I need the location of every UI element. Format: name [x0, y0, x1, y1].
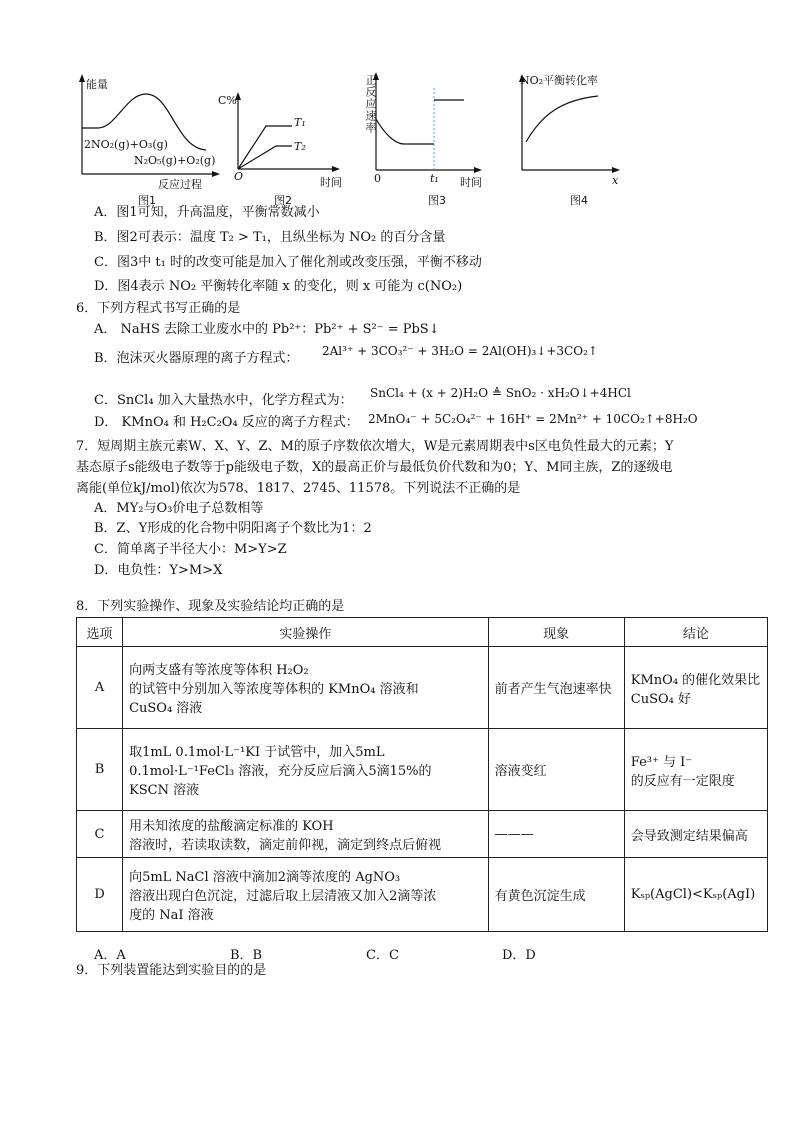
row-a-op-line1: 向两支盛有等浓度等体积 H₂O₂ [129, 663, 309, 678]
fig3-caption: 图3 [428, 194, 446, 207]
row-d-conclusion: Kₛₚ(AgCl)<Kₛₚ(AgI) [624, 858, 767, 932]
fig3-xlabel: 时间 [460, 176, 482, 189]
q7-stem-line1: 7．短周期主族元素W、X、Y、Z、M的原子序数依次增大，W是元素周期表中s区电负性最大的元素；Y [76, 439, 674, 454]
fig3-t1: t₁ [430, 172, 439, 185]
fig4-ylabel: NO₂平衡转化率 [520, 74, 599, 87]
q7-stem-line3: 离能(单位kJ/mol)依次为578、1817、2745、11578。下列说法不正确的是 [76, 481, 521, 496]
row-a-operation [123, 647, 489, 729]
header-operation: 实验操作 [123, 618, 489, 647]
row-b-conclusion [624, 729, 767, 811]
q7-stem-line2: 基态原子s能级电子数等于p能级电子数，X的最高正价与最低负价代数和为0；Y、M同主族，Z的逐级电 [76, 460, 673, 475]
fig2-t1: T₁ [294, 116, 306, 129]
row-d-operation [123, 858, 489, 932]
q6-option-b: B．泡沫灭火器原理的离子方程式： [94, 351, 299, 366]
q6-option-c: C．SnCl₄ 加入大量热水中，化学方程式为： [94, 393, 353, 408]
q5-option-d: D．图4表示 NO₂ 平衡转化率随 x 的变化，则 x 可能为 c(NO₂) [94, 279, 463, 294]
fig1-products: N₂O₅(g)+O₂(g) [134, 154, 216, 167]
q6-stem: 6．下列方程式书写正确的是 [76, 301, 241, 316]
header-conclusion: 结论 [624, 618, 767, 647]
row-a-option: A [77, 647, 123, 729]
row-c-operation [123, 811, 489, 858]
fig4-caption: 图4 [570, 194, 588, 207]
table-row [77, 729, 768, 811]
row-d-option: D [77, 858, 123, 932]
row-b-op-line1: 取1mL 0.1mol·L⁻¹KI 于试管中，加入5mL [129, 745, 385, 760]
table-row [77, 858, 768, 932]
figure-1 [76, 64, 226, 214]
figure-4 [506, 64, 636, 214]
figure-2 [216, 64, 356, 214]
q6-option-d-equation: 2MnO₄⁻ + 5C₂O₄²⁻ + 16H⁺ = 2Mn²⁺ + 10CO₂↑+8H₂O [368, 412, 698, 426]
q8-choice-b: B．B [230, 948, 263, 963]
row-a-phenomenon: 前者产生气泡速率快 [488, 647, 624, 729]
fig1-caption: 图1 [138, 194, 156, 207]
row-d-op-line2: 溶液出现白色沉淀，过滤后取上层清液又加入2滴等浓 [129, 889, 437, 904]
q7-option-d: D．电负性：Y>M>X [94, 563, 223, 578]
header-phenomenon: 现象 [488, 618, 624, 647]
row-b-phenomenon: 溶液变红 [488, 729, 624, 811]
row-b-con-line2: 的反应有一定限度 [630, 773, 735, 789]
table-row [77, 647, 768, 729]
row-a-con-line1: KMnO₄ 的催化效果比 [630, 672, 761, 688]
row-a-conclusion [624, 647, 767, 729]
q8-choice-a: A．A [94, 948, 126, 963]
fig2-t2: T₂ [294, 140, 306, 153]
row-c-conclusion: 会导致测定结果偏高 [624, 811, 767, 858]
q9-stem: 9．下列装置能达到实验目的的是 [76, 963, 267, 978]
fig3-origin: 0 [374, 172, 381, 185]
row-d-phenomenon: 有黄色沉淀生成 [488, 858, 624, 932]
row-d-op-line1: 向5mL NaCl 溶液中滴加2滴等浓度的 AgNO₃ [129, 870, 401, 885]
q5-option-c: C．图3中 t₁ 时的改变可能是加入了催化剂或改变压强，平衡不移动 [94, 255, 482, 270]
fig4-xlabel: x [612, 174, 619, 187]
q6-option-c-equation: SnCl₄ + (x + 2)H₂O ≜ SnO₂ · xH₂O↓+4HCl [370, 386, 631, 400]
row-b-option: B [77, 729, 123, 811]
header-option: 选项 [77, 618, 123, 647]
fig3-ylabel: 正反应速率 [364, 74, 377, 134]
q5-option-b: B．图2可表示：温度 T₂ > T₁，且纵坐标为 NO₂ 的百分含量 [94, 230, 446, 245]
fig2-caption: 图2 [274, 194, 292, 207]
q7-option-c: C．简单离子半径大小：M>Y>Z [94, 542, 287, 557]
q6-option-a: A． NaHS 去除工业废水中的 Pb²⁺：Pb²⁺ + S²⁻ = PbS↓ [94, 322, 440, 337]
row-a-op-line3: CuSO₄ 溶液 [129, 701, 203, 716]
row-c-op-line2: 溶液时，若读取读数，滴定前仰视，滴定到终点后俯视 [129, 838, 442, 853]
row-c-option: C [77, 811, 123, 858]
q6-option-d: D． KMnO₄ 和 H₂C₂O₄ 反应的离子方程式： [94, 415, 359, 430]
fig1-reactants: 2NO₂(g)+O₃(g) [84, 138, 168, 151]
q7-option-a: A．MY₂与O₃价电子总数相等 [94, 501, 264, 516]
row-d-op-line3: 度的 NaI 溶液 [129, 908, 214, 923]
q8-stem: 8．下列实验操作、现象及实验结论均正确的是 [76, 599, 345, 614]
q6-option-b-equation: 2Al³⁺ + 3CO₃²⁻ + 3H₂O = 2Al(OH)₃↓+3CO₂↑ [322, 344, 598, 358]
fig1-xlabel: 反应过程 [158, 178, 202, 191]
fig2-ylabel: C% [218, 94, 237, 107]
q8-table [76, 617, 768, 932]
table-row [77, 811, 768, 858]
fig1-ylabel: 能量 [86, 78, 108, 91]
row-b-con-line1: Fe³⁺ 与 I⁻ [630, 754, 693, 770]
q7-option-b: B．Z、Y形成的化合物中阴阳离子个数比为1：2 [94, 521, 372, 536]
row-c-phenomenon: ——— [488, 811, 624, 858]
q5-option-a: A．图1可知，升高温度，平衡常数减小 [94, 205, 320, 220]
row-c-op-line1: 用未知浓度的盐酸滴定标准的 KOH [129, 819, 334, 834]
row-b-operation [123, 729, 489, 811]
row-a-op-line2: 的试管中分别加入等浓度等体积的 KMnO₄ 溶液和 [129, 682, 419, 697]
figure-3 [356, 64, 496, 214]
q8-choice-c: C．C [366, 948, 399, 963]
row-a-con-line2: CuSO₄ 好 [630, 691, 691, 707]
fig2-xlabel: 时间 [320, 176, 342, 189]
q8-choices [94, 944, 638, 963]
fig2-origin: O [234, 170, 244, 183]
row-b-op-line2: 0.1mol·L⁻¹FeCl₃ 溶液，充分反应后滴入5滴15%的 [129, 764, 432, 779]
table-header-row [77, 618, 768, 647]
row-b-op-line3: KSCN 溶液 [129, 783, 200, 798]
q8-choice-d: D．D [502, 948, 536, 963]
